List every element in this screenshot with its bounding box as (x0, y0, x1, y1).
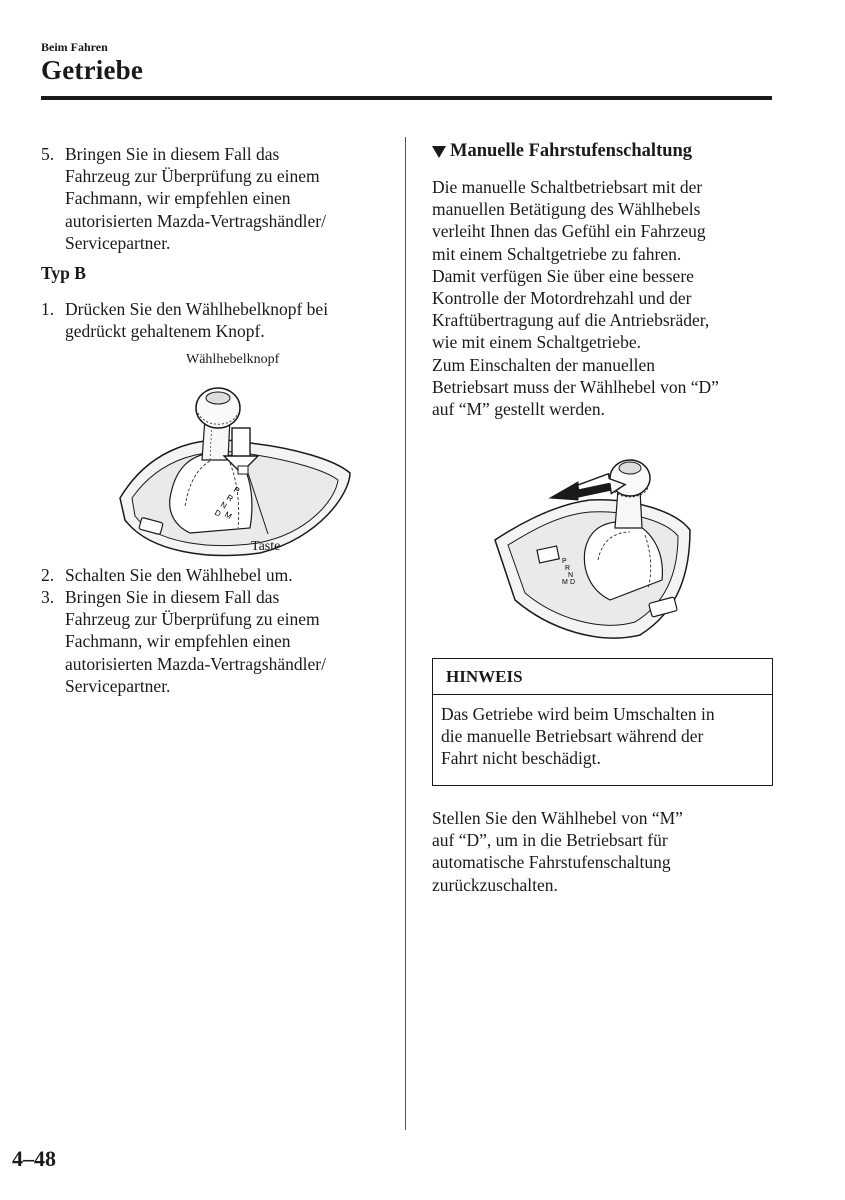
note-line: die manuelle Betriebsart während der (441, 726, 704, 747)
step-line: autorisierten Mazda-Vertragshändler/ (65, 653, 326, 674)
paragraph-line: Zum Einschalten der manuellen (432, 354, 656, 375)
section-heading-text: Manuelle Fahrstufenschaltung (450, 141, 693, 161)
gear-letter: M (223, 509, 234, 522)
section-label: Beim Fahren (41, 40, 108, 54)
step-line: Servicepartner. (65, 675, 171, 696)
gear-letter: N (219, 499, 229, 511)
step-3 (41, 586, 381, 697)
step-line: Fachmann, wir empfehlen einen (65, 631, 291, 652)
subheading-typ-b: Typ B (41, 263, 86, 283)
paragraph-line: Die manuelle Schaltbetriebsart mit der (432, 177, 703, 197)
paragraph-line: Damit verfügen Sie über eine bessere (432, 265, 694, 286)
paragraph-line: auf “D”, um in die Betriebsart für (432, 830, 668, 851)
paragraph-line: auf “M” gestellt werden. (432, 399, 605, 420)
manual-mode-illustration (490, 450, 695, 645)
paragraph-line: manuellen Betätigung des Wählhebels (432, 199, 701, 220)
paragraph-line: Kraftübertragung auf die Antriebsräder, (432, 310, 710, 331)
paragraph-line: wie mit einem Schaltgetriebe. (432, 332, 641, 353)
step-1 (41, 298, 381, 342)
paragraph-line: automatische Fahrstufenschaltung (432, 852, 671, 873)
step-5 (41, 143, 381, 254)
step-line: Drücken Sie den Wählhebelknopf bei (65, 299, 329, 319)
step-line: Schalten Sie den Wählhebel um. (65, 565, 293, 585)
paragraph-line: zurückzuschalten. (432, 874, 558, 895)
column-divider (405, 137, 406, 1130)
note-title: HINWEIS (433, 659, 772, 695)
step-line: Servicepartner. (65, 232, 171, 253)
step-number: 2. (41, 565, 55, 585)
gear-letter: P (232, 484, 242, 496)
note-line: Das Getriebe wird beim Umschalten in (441, 704, 715, 724)
step-line: gedrückt gehaltenem Knopf. (65, 321, 265, 342)
gear-letter: D (213, 507, 223, 519)
paragraph-line: mit einem Schaltgetriebe zu fahren. (432, 243, 682, 264)
step-line: Bringen Sie in diesem Fall das (65, 587, 280, 607)
gear-letter: M (562, 579, 568, 586)
step-line: Fahrzeug zur Überprüfung zu einem (65, 166, 320, 187)
triangle-down-icon (432, 146, 446, 158)
gear-letter: N (568, 572, 574, 579)
chapter-title: Getriebe (41, 55, 144, 85)
step-2 (41, 564, 381, 586)
page-number: 4–48 (12, 1146, 56, 1171)
step-line: autorisierten Mazda-Vertragshändler/ (65, 210, 326, 231)
label-button: Taste (251, 539, 281, 554)
step-line: Fahrzeug zur Überprüfung zu einem (65, 609, 320, 630)
paragraph-line: Stellen Sie den Wählhebel von “M” (432, 808, 683, 828)
gear-letter: R (225, 492, 235, 504)
note-body (433, 695, 772, 770)
title-rule (41, 96, 772, 100)
step-line: Fachmann, wir empfehlen einen (65, 188, 291, 209)
paragraph-line: verleiht Ihnen das Gefühl ein Fahrzeug (432, 221, 706, 242)
note-line: Fahrt nicht beschädigt. (441, 748, 601, 769)
step-number: 1. (41, 299, 55, 319)
label-knob: Wählhebelknopf (186, 352, 280, 367)
gear-letter: D (570, 579, 576, 586)
gear-letter: P (562, 558, 567, 565)
gear-letter: R (565, 565, 571, 572)
section-heading (432, 141, 692, 162)
intro-paragraph (432, 176, 772, 420)
closing-paragraph (432, 807, 772, 896)
step-line: Bringen Sie in diesem Fall das (65, 144, 280, 164)
paragraph-line: Kontrolle der Motordrehzahl und der (432, 288, 692, 309)
note-box (432, 658, 773, 786)
step-number: 5. (41, 144, 55, 164)
paragraph-line: Betriebsart muss der Wählhebel von “D” (432, 376, 719, 397)
step-number: 3. (41, 587, 55, 607)
selector-lever-illustration-typ-b (110, 348, 360, 563)
